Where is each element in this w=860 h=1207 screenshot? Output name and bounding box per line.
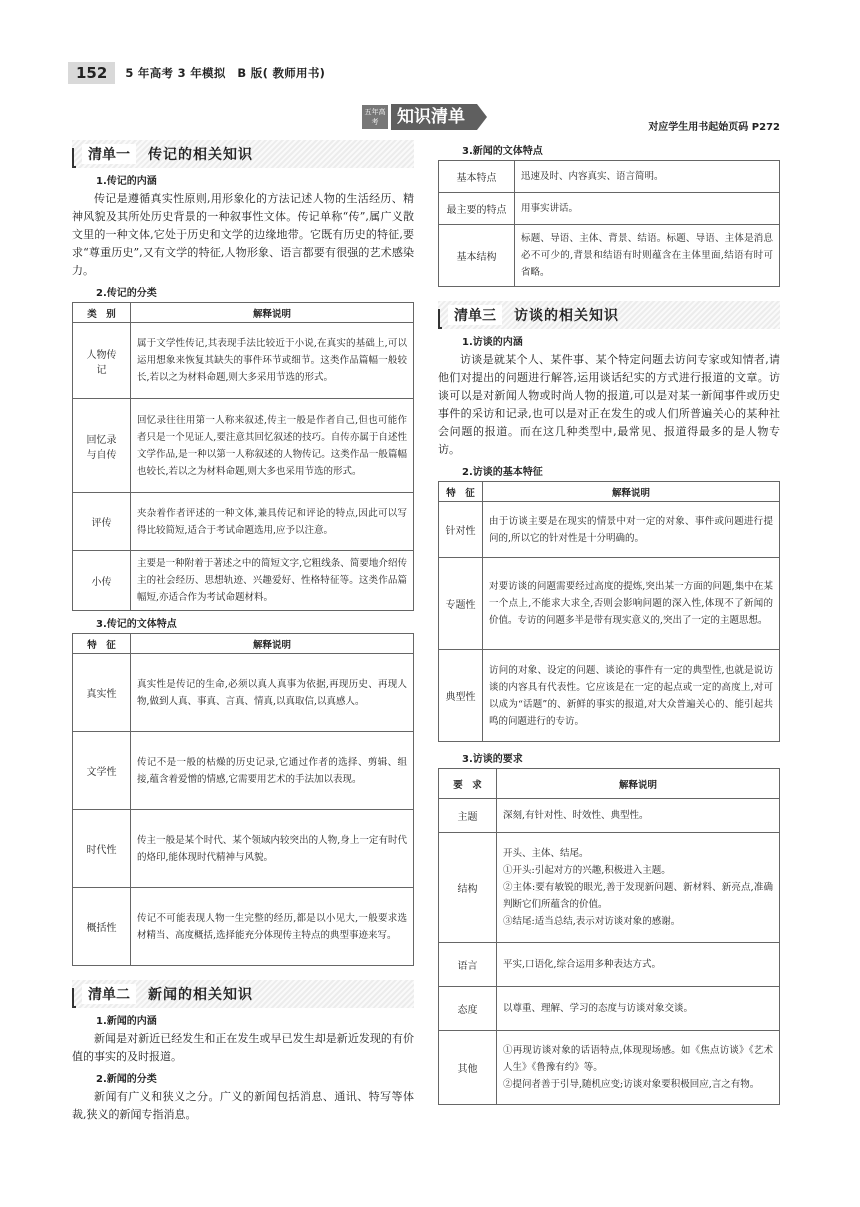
interview-requirements-table [438, 768, 780, 1105]
table-row [439, 558, 780, 650]
subheading: 1.新闻的内涵 [96, 1016, 157, 1027]
section-title: 访谈的相关知识 [514, 308, 619, 324]
row-key: 基本结构 [439, 225, 515, 287]
interview-features-table [438, 481, 780, 742]
corner-mark-icon [72, 988, 76, 1008]
table-row [439, 161, 780, 193]
row-key: 其他 [439, 1031, 497, 1105]
subheading: 3.新闻的文体特点 [462, 146, 543, 157]
row-value: 访问的对象、设定的问题、谈论的事件有一定的典型性,也就是说访谈的内容具有代表性。它应该是在一定的起点或一定的高度上,对可以成为“话题”的、新鲜的事实的报道,对大众普遍关心的、能引起共鸣的问题进行的专访。 [483, 650, 780, 742]
row-value: 由于访谈主要是在现实的情景中对一定的对象、事件或问题进行提问的,所以它的针对性是十分明确的。 [483, 502, 780, 558]
table-row [73, 323, 414, 399]
corner-mark-icon [438, 309, 442, 329]
table-row [439, 943, 780, 987]
table-row [439, 650, 780, 742]
row-value: 标题、导语、主体、背景、结语。标题、导语、主体是消息必不可少的,背景和结语有时则蕴含在主体里面,结语有时可省略。 [515, 225, 780, 287]
row-key: 真实性 [73, 654, 131, 732]
row-value: 平实,口语化,综合运用多种表达方式。 [497, 943, 780, 987]
row-value: 真实性是传记的生命,必须以真人真事为依据,再现历史、再现人物,做到人真、事真、言真、情真,以真取信,以真感人。 [131, 654, 414, 732]
table-row [73, 888, 414, 966]
row-value: 属于文学性传记,其表现手法比较近于小说,在真实的基础上,可以运用想象来恢复其缺失的事件环节或细节。这类作品篇幅一般较长,若以之为材料命题,则大多采用节选的形式。 [131, 323, 414, 399]
left-column [72, 140, 414, 1124]
row-value: 开头、主体、结尾。 ①开头:引起对方的兴趣,积极进入主题。 ②主体:要有敏锐的眼光,善于发现新问题、新材料、新亮点,准确判断它们所蕴含的价值。 ③结尾:适当总结,表示对访谈对象的感谢。 [497, 833, 780, 943]
section-tag: 清单一 [82, 144, 136, 164]
row-key: 评传 [73, 493, 131, 551]
subheading: 1.访谈的内涵 [462, 337, 523, 348]
paragraph: 新闻有广义和狭义之分。广义的新闻包括消息、通讯、特写等体裁,狭义的新闻专指消息。 [72, 1090, 414, 1121]
table-header-cell: 特 征 [73, 634, 131, 654]
table-row [439, 833, 780, 943]
section-tag: 清单三 [448, 305, 502, 325]
row-value: ①再现访谈对象的话语特点,体现现场感。如《焦点访谈》《艺术人生》《鲁豫有约》等。 ②提问者善于引导,随机应变;访谈对象要积极回应,言之有物。 [497, 1031, 780, 1105]
table-header-row [73, 303, 414, 323]
table-header-row [439, 482, 780, 502]
row-value: 深刻,有针对性、时效性、典型性。 [497, 799, 780, 833]
page-reference: 对应学生用书起始页码 P272 [648, 122, 780, 133]
row-key: 结构 [439, 833, 497, 943]
subheading: 3.访谈的要求 [462, 754, 523, 765]
paragraph: 传记是遵循真实性原则,用形象化的方法记述人物的生活经历、精神风貌及其所处历史背景的一种叙事性文体。传记单称“传”,属广义散文里的一种文体,它处于历史和文学的边缘地带。它既有历史的特征,要求“尊重历史”,又有文学的特征,人物形象、语言都要有很强的艺术感染力。 [72, 192, 414, 277]
table-row [439, 1031, 780, 1105]
table-row [73, 493, 414, 551]
section-title: 传记的相关知识 [148, 147, 253, 163]
news-features-table [438, 160, 780, 287]
table-row [73, 810, 414, 888]
section-header-1 [72, 140, 414, 168]
row-key: 回忆录与自传 [73, 399, 131, 493]
table-row [439, 799, 780, 833]
section-tag: 清单二 [82, 984, 136, 1004]
row-key: 文学性 [73, 732, 131, 810]
table-row [73, 551, 414, 611]
row-key: 专题性 [439, 558, 483, 650]
row-value: 传记不是一般的枯燥的历史记录,它通过作者的选择、剪辑、组接,蕴含着爱憎的情感,它需要用艺术的手法加以表现。 [131, 732, 414, 810]
badge-main-label: 知识清单 [391, 104, 477, 130]
row-key: 基本特点 [439, 161, 515, 193]
biography-features-table [72, 633, 414, 966]
row-value: 以尊重、理解、学习的态度与访谈对象交谈。 [497, 987, 780, 1031]
row-key: 态度 [439, 987, 497, 1031]
table-header-cell: 要 求 [439, 769, 497, 799]
table-row [73, 732, 414, 810]
row-key: 人物传记 [73, 323, 131, 399]
row-key: 时代性 [73, 810, 131, 888]
section-title: 新闻的相关知识 [148, 987, 253, 1003]
table-row [439, 987, 780, 1031]
table-header-cell: 类 别 [73, 303, 131, 323]
row-key: 概括性 [73, 888, 131, 966]
subheading: 2.新闻的分类 [96, 1074, 157, 1085]
table-row [439, 502, 780, 558]
row-value: 夹杂着作者评述的一种文体,兼具传记和评论的特点,因此可以写得比较简短,适合于考试命题选用,应予以注意。 [131, 493, 414, 551]
table-header-cell: 解释说明 [497, 769, 780, 799]
row-key: 语言 [439, 943, 497, 987]
row-key: 小传 [73, 551, 131, 611]
section-badge [362, 104, 477, 130]
row-value: 用事实讲话。 [515, 193, 780, 225]
table-header-cell: 特 征 [439, 482, 483, 502]
table-row [439, 225, 780, 287]
row-value: 主要是一种附着于著述之中的简短文字,它粗线条、简要地介绍传主的社会经历、思想轨迹、兴趣爱好、性格特征等。这类作品篇幅短,亦适合作为考试命题材料。 [131, 551, 414, 611]
table-header-cell: 解释说明 [131, 634, 414, 654]
section-header-2 [72, 980, 414, 1008]
right-column [438, 140, 780, 1105]
page-header [68, 62, 325, 84]
section-header-3 [438, 301, 780, 329]
table-header-row [73, 634, 414, 654]
table-header-row [439, 769, 780, 799]
row-value: 回忆录往往用第一人称来叙述,传主一般是作者自己,但也可能作者只是一个见证人,要注意其回忆叙述的技巧。自传亦属于自述性文学作品,是一种以第一人称叙述的人物传记。这类作品一般篇幅也较长,若以之为材料命题,则大多也采用节选的形式。 [131, 399, 414, 493]
row-value: 传记不可能表现人物一生完整的经历,都是以小见大,一般要求选材精当、高度概括,选择能充分体现传主特点的典型事迹来写。 [131, 888, 414, 966]
book-title: 5 年高考 3 年模拟 B 版( 教师用书) [125, 66, 326, 80]
row-key: 主题 [439, 799, 497, 833]
row-key: 典型性 [439, 650, 483, 742]
paragraph: 新闻是对新近已经发生和正在发生或早已发生却是新近发现的有价值的事实的及时报道。 [72, 1032, 414, 1063]
table-row [439, 193, 780, 225]
subheading: 2.传记的分类 [96, 288, 157, 299]
badge-small-label: 五年高考 [362, 105, 388, 129]
table-row [73, 654, 414, 732]
subheading: 1.传记的内涵 [96, 176, 157, 187]
corner-mark-icon [72, 148, 76, 168]
page-number: 152 [68, 62, 115, 84]
row-key: 最主要的特点 [439, 193, 515, 225]
table-row [73, 399, 414, 493]
biography-types-table [72, 302, 414, 611]
row-value: 传主一般是某个时代、某个领域内较突出的人物,身上一定有时代的烙印,能体现时代精神与风貌。 [131, 810, 414, 888]
row-key: 针对性 [439, 502, 483, 558]
row-value: 对要访谈的问题需要经过高度的提炼,突出某一方面的问题,集中在某一个点上,不能求大求全,否则会影响问题的深入性,体现不了新闻的价值。专访的问题多半是带有现实意义的,突出了一定的主题思想。 [483, 558, 780, 650]
paragraph: 访谈是就某个人、某件事、某个特定问题去访问专家或知情者,请他们对提出的问题进行解答,运用谈话纪实的方式进行报道的文章。访谈可以是对新闻人物或时尚人物的报道,可以是对某一新闻事件或历史事件的采访和记录,也可以是对正在发生的或人们所普遍关心的某种社会问题的报道。而在这几种类型中,最常见、报道得最多的是人物专访。 [438, 353, 780, 456]
table-header-cell: 解释说明 [483, 482, 780, 502]
row-value: 迅速及时、内容真实、语言简明。 [515, 161, 780, 193]
subheading: 3.传记的文体特点 [96, 619, 177, 630]
table-header-cell: 解释说明 [131, 303, 414, 323]
subheading: 2.访谈的基本特征 [462, 467, 543, 478]
